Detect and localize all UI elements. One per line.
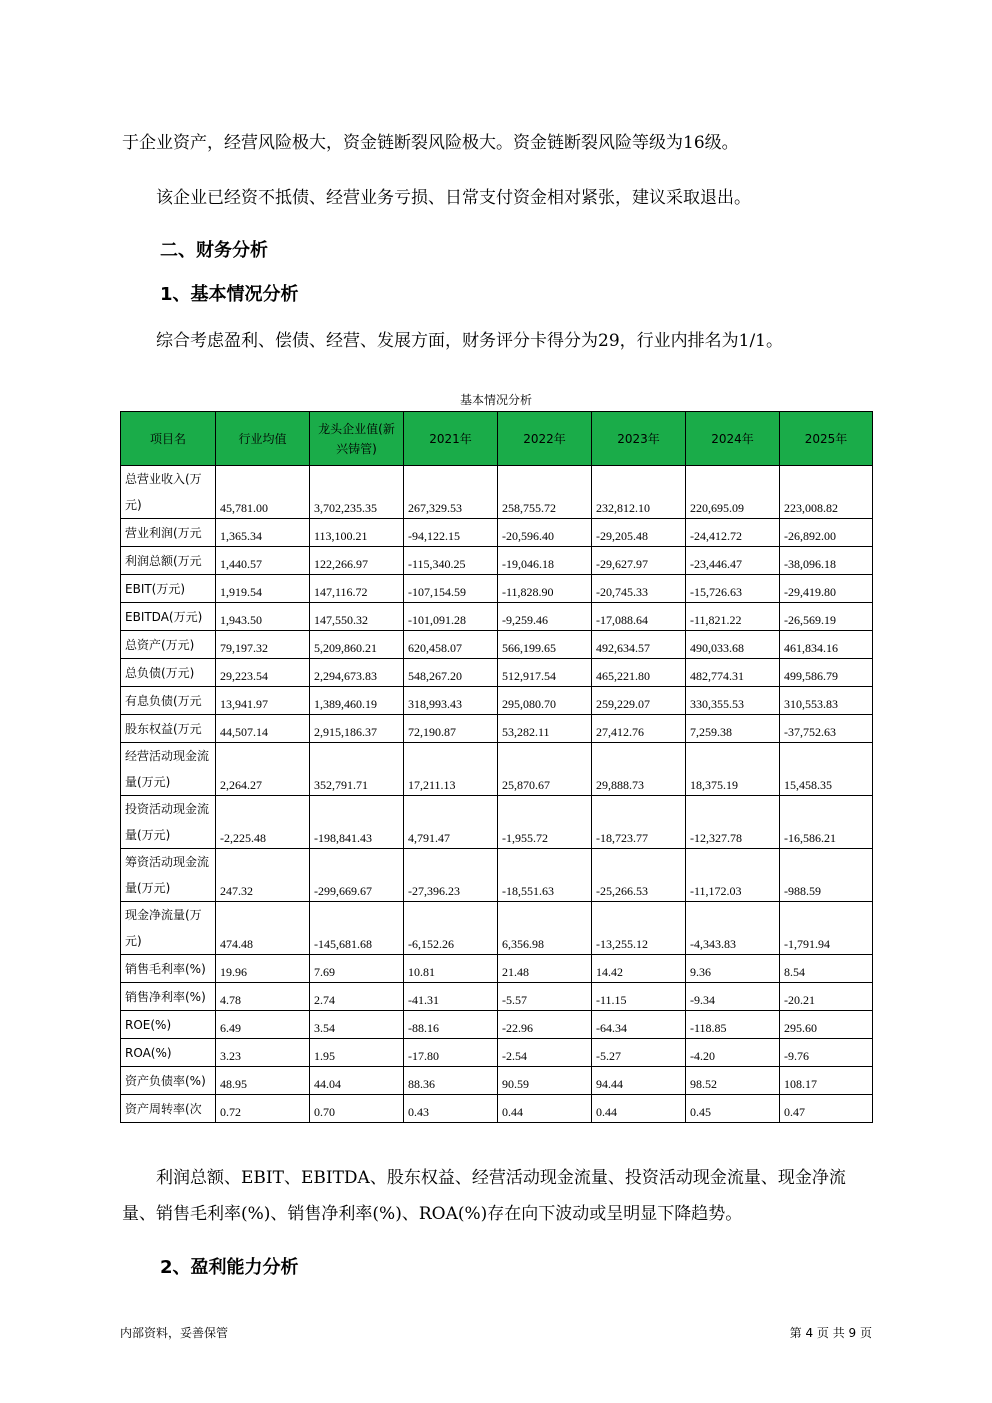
table-cell: 3.54 xyxy=(310,1011,404,1039)
table-cell: -26,569.19 xyxy=(780,603,873,631)
table-row xyxy=(121,1039,873,1067)
table-row xyxy=(121,1095,873,1123)
row-label: 筹资活动现金流量(万元) xyxy=(121,849,216,902)
row-label: 资产负债率(%) xyxy=(121,1067,216,1095)
table-cell: -6,152.26 xyxy=(404,902,498,955)
table-cell: 0.70 xyxy=(310,1095,404,1123)
table-cell: -2.54 xyxy=(498,1039,592,1067)
table-cell: -5.57 xyxy=(498,983,592,1011)
table-cell: -18,551.63 xyxy=(498,849,592,902)
paragraph-scorecard: 综合考虑盈利、偿债、经营、发展方面，财务评分卡得分为29，行业内排名为1/1。 xyxy=(156,331,783,351)
table-cell: 122,266.97 xyxy=(310,547,404,575)
table-cell: 2,915,186.37 xyxy=(310,715,404,743)
row-label: 利润总额(万元 xyxy=(121,547,216,575)
table-cell: 14.42 xyxy=(592,955,686,983)
table-cell: -41.31 xyxy=(404,983,498,1011)
table-cell: -20,745.33 xyxy=(592,575,686,603)
table-cell: 0.43 xyxy=(404,1095,498,1123)
table-cell: -11,821.22 xyxy=(686,603,780,631)
table-cell: -198,841.43 xyxy=(310,796,404,849)
table-cell: -24,412.72 xyxy=(686,519,780,547)
row-label: 资产周转率(次 xyxy=(121,1095,216,1123)
table-header-cell: 2021年 xyxy=(404,412,498,466)
row-label: 销售净利率(%) xyxy=(121,983,216,1011)
row-label: 总资产(万元) xyxy=(121,631,216,659)
table-cell: -145,681.68 xyxy=(310,902,404,955)
table-cell: 620,458.07 xyxy=(404,631,498,659)
table-header-row xyxy=(121,412,873,466)
table-cell: -26,892.00 xyxy=(780,519,873,547)
table-cell: 6.49 xyxy=(216,1011,310,1039)
row-label: 股东权益(万元 xyxy=(121,715,216,743)
table-header-cell: 2022年 xyxy=(498,412,592,466)
table-cell: -9,259.46 xyxy=(498,603,592,631)
table-cell: 474.48 xyxy=(216,902,310,955)
table-cell: 247.32 xyxy=(216,849,310,902)
table-cell: 94.44 xyxy=(592,1067,686,1095)
table-cell: 4,791.47 xyxy=(404,796,498,849)
table-cell: -1,791.94 xyxy=(780,902,873,955)
table-cell: -37,752.63 xyxy=(780,715,873,743)
table-cell: 25,870.67 xyxy=(498,743,592,796)
table-cell: 27,412.76 xyxy=(592,715,686,743)
table-cell: 295.60 xyxy=(780,1011,873,1039)
row-label: 营业利润(万元 xyxy=(121,519,216,547)
table-cell: 45,781.00 xyxy=(216,466,310,519)
table-row xyxy=(121,1067,873,1095)
table-cell: -2,225.48 xyxy=(216,796,310,849)
table-row xyxy=(121,796,873,849)
table-cell: -988.59 xyxy=(780,849,873,902)
table-cell: -94,122.15 xyxy=(404,519,498,547)
section-heading-financial-analysis: 二、财务分析 xyxy=(160,240,268,261)
table-cell: 29,223.54 xyxy=(216,659,310,687)
table-caption: 基本情况分析 xyxy=(459,393,532,407)
table-cell: 2,264.27 xyxy=(216,743,310,796)
subsection-heading-basic-analysis: 1、基本情况分析 xyxy=(160,284,299,305)
row-label: 总营业收入(万元) xyxy=(121,466,216,519)
table-cell: -13,255.12 xyxy=(592,902,686,955)
table-cell: -11.15 xyxy=(592,983,686,1011)
table-row xyxy=(121,687,873,715)
table-cell: 2.74 xyxy=(310,983,404,1011)
financial-table xyxy=(120,411,873,1123)
table-cell: 44,507.14 xyxy=(216,715,310,743)
table-cell: 0.47 xyxy=(780,1095,873,1123)
row-label: ROA(%) xyxy=(121,1039,216,1067)
table-cell: 0.72 xyxy=(216,1095,310,1123)
table-cell: 9.36 xyxy=(686,955,780,983)
table-cell: -20.21 xyxy=(780,983,873,1011)
table-cell: 79,197.32 xyxy=(216,631,310,659)
table-cell: -18,723.77 xyxy=(592,796,686,849)
table-cell: -27,396.23 xyxy=(404,849,498,902)
table-cell: 318,993.43 xyxy=(404,687,498,715)
table-cell: -22.96 xyxy=(498,1011,592,1039)
table-cell: -9.34 xyxy=(686,983,780,1011)
table-cell: 29,888.73 xyxy=(592,743,686,796)
table-row xyxy=(121,575,873,603)
table-cell: 1,919.54 xyxy=(216,575,310,603)
table-cell: 465,221.80 xyxy=(592,659,686,687)
table-cell: -29,419.80 xyxy=(780,575,873,603)
table-cell: 21.48 xyxy=(498,955,592,983)
table-cell: 3,702,235.35 xyxy=(310,466,404,519)
table-cell: 1,943.50 xyxy=(216,603,310,631)
row-label: 有息负债(万元 xyxy=(121,687,216,715)
table-cell: 3.23 xyxy=(216,1039,310,1067)
table-row xyxy=(121,715,873,743)
row-label: ROE(%) xyxy=(121,1011,216,1039)
table-cell: -38,096.18 xyxy=(780,547,873,575)
table-cell: -23,446.47 xyxy=(686,547,780,575)
table-cell: 0.44 xyxy=(592,1095,686,1123)
table-cell: -4,343.83 xyxy=(686,902,780,955)
table-header-cell: 2024年 xyxy=(686,412,780,466)
table-cell: 19.96 xyxy=(216,955,310,983)
table-cell: 548,267.20 xyxy=(404,659,498,687)
table-cell: 512,917.54 xyxy=(498,659,592,687)
table-cell: 223,008.82 xyxy=(780,466,873,519)
table-cell: -19,046.18 xyxy=(498,547,592,575)
table-header-cell: 2023年 xyxy=(592,412,686,466)
table-cell: -15,726.63 xyxy=(686,575,780,603)
table-header-cell: 2025年 xyxy=(780,412,873,466)
table-row xyxy=(121,955,873,983)
table-row xyxy=(121,603,873,631)
table-cell: 88.36 xyxy=(404,1067,498,1095)
table-row xyxy=(121,519,873,547)
table-cell: 461,834.16 xyxy=(780,631,873,659)
table-cell: 232,812.10 xyxy=(592,466,686,519)
table-cell: 15,458.35 xyxy=(780,743,873,796)
table-row xyxy=(121,547,873,575)
row-label: EBITDA(万元) xyxy=(121,603,216,631)
table-cell: 98.52 xyxy=(686,1067,780,1095)
table-cell: -88.16 xyxy=(404,1011,498,1039)
table-cell: -29,205.48 xyxy=(592,519,686,547)
table-cell: 352,791.71 xyxy=(310,743,404,796)
table-cell: 490,033.68 xyxy=(686,631,780,659)
table-cell: 17,211.13 xyxy=(404,743,498,796)
table-cell: -4.20 xyxy=(686,1039,780,1067)
row-label: 销售毛利率(%) xyxy=(121,955,216,983)
table-cell: -101,091.28 xyxy=(404,603,498,631)
table-cell: -64.34 xyxy=(592,1011,686,1039)
table-header-cell: 行业均值 xyxy=(216,412,310,466)
table-row xyxy=(121,659,873,687)
table-row xyxy=(121,902,873,955)
table-cell: 1,440.57 xyxy=(216,547,310,575)
table-cell: 1,365.34 xyxy=(216,519,310,547)
table-cell: -9.76 xyxy=(780,1039,873,1067)
table-cell: 0.45 xyxy=(686,1095,780,1123)
table-cell: 2,294,673.83 xyxy=(310,659,404,687)
table-cell: -29,627.97 xyxy=(592,547,686,575)
table-row xyxy=(121,983,873,1011)
table-cell: 258,755.72 xyxy=(498,466,592,519)
subsection-heading-profitability: 2、盈利能力分析 xyxy=(160,1257,299,1278)
table-cell: 7,259.38 xyxy=(686,715,780,743)
row-label: EBIT(万元) xyxy=(121,575,216,603)
table-cell: 18,375.19 xyxy=(686,743,780,796)
row-label: 现金净流量(万元) xyxy=(121,902,216,955)
table-cell: -16,586.21 xyxy=(780,796,873,849)
table-cell: 53,282.11 xyxy=(498,715,592,743)
table-cell: 7.69 xyxy=(310,955,404,983)
table-cell: -25,266.53 xyxy=(592,849,686,902)
table-cell: 330,355.53 xyxy=(686,687,780,715)
table-cell: 13,941.97 xyxy=(216,687,310,715)
table-header-cell: 项目名 xyxy=(121,412,216,466)
table-row xyxy=(121,743,873,796)
table-cell: 147,550.32 xyxy=(310,603,404,631)
table-cell: -17,088.64 xyxy=(592,603,686,631)
table-cell: 90.59 xyxy=(498,1067,592,1095)
table-cell: 8.54 xyxy=(780,955,873,983)
table-cell: 1,389,460.19 xyxy=(310,687,404,715)
table-cell: 10.81 xyxy=(404,955,498,983)
table-cell: 482,774.31 xyxy=(686,659,780,687)
table-cell: 566,199.65 xyxy=(498,631,592,659)
table-header-cell: 龙头企业值(新兴铸管) xyxy=(310,412,404,466)
table-cell: 310,553.83 xyxy=(780,687,873,715)
row-label: 总负债(万元) xyxy=(121,659,216,687)
paragraph-trend-summary: 利润总额、EBIT、EBITDA、股东权益、经营活动现金流量、投资活动现金流量、现金净流量、销售毛利率(%)、销售净利率(%)、ROA(%)存在向下波动或呈明显下降趋势。 xyxy=(122,1168,846,1224)
table-cell: 0.44 xyxy=(498,1095,592,1123)
table-cell: 295,080.70 xyxy=(498,687,592,715)
table-cell: 267,329.53 xyxy=(404,466,498,519)
row-label: 经营活动现金流量(万元) xyxy=(121,743,216,796)
table-cell: -5.27 xyxy=(592,1039,686,1067)
table-cell: -115,340.25 xyxy=(404,547,498,575)
row-label: 投资活动现金流量(万元) xyxy=(121,796,216,849)
table-cell: -1,955.72 xyxy=(498,796,592,849)
table-cell: -12,327.78 xyxy=(686,796,780,849)
table-cell: 259,229.07 xyxy=(592,687,686,715)
table-cell: -299,669.67 xyxy=(310,849,404,902)
table-cell: 5,209,860.21 xyxy=(310,631,404,659)
table-cell: -118.85 xyxy=(686,1011,780,1039)
table-cell: -11,828.90 xyxy=(498,575,592,603)
table-cell: 4.78 xyxy=(216,983,310,1011)
table-cell: 499,586.79 xyxy=(780,659,873,687)
table-row xyxy=(121,849,873,902)
table-cell: -107,154.59 xyxy=(404,575,498,603)
table-cell: 44.04 xyxy=(310,1067,404,1095)
paragraph-recommendation: 该企业已经资不抵债、经营业务亏损、日常支付资金相对紧张，建议采取退出。 xyxy=(156,188,751,208)
table-cell: -20,596.40 xyxy=(498,519,592,547)
table-row xyxy=(121,1011,873,1039)
footer-confidential-note: 内部资料，妥善保管 xyxy=(120,1326,229,1340)
table-cell: 147,116.72 xyxy=(310,575,404,603)
table-cell: -17.80 xyxy=(404,1039,498,1067)
table-cell: 113,100.21 xyxy=(310,519,404,547)
table-cell: 220,695.09 xyxy=(686,466,780,519)
table-cell: 1.95 xyxy=(310,1039,404,1067)
table-cell: 72,190.87 xyxy=(404,715,498,743)
table-row xyxy=(121,466,873,519)
paragraph-risk-summary: 于企业资产，经营风险极大，资金链断裂风险极大。资金链断裂风险等级为16级。 xyxy=(122,133,739,153)
table-row xyxy=(121,631,873,659)
table-cell: 48.95 xyxy=(216,1067,310,1095)
table-cell: 492,634.57 xyxy=(592,631,686,659)
table-cell: -11,172.03 xyxy=(686,849,780,902)
table-body xyxy=(121,466,873,1123)
table-cell: 108.17 xyxy=(780,1067,873,1095)
footer-page-number: 第 4 页 共 9 页 xyxy=(789,1326,872,1340)
table-cell: 6,356.98 xyxy=(498,902,592,955)
